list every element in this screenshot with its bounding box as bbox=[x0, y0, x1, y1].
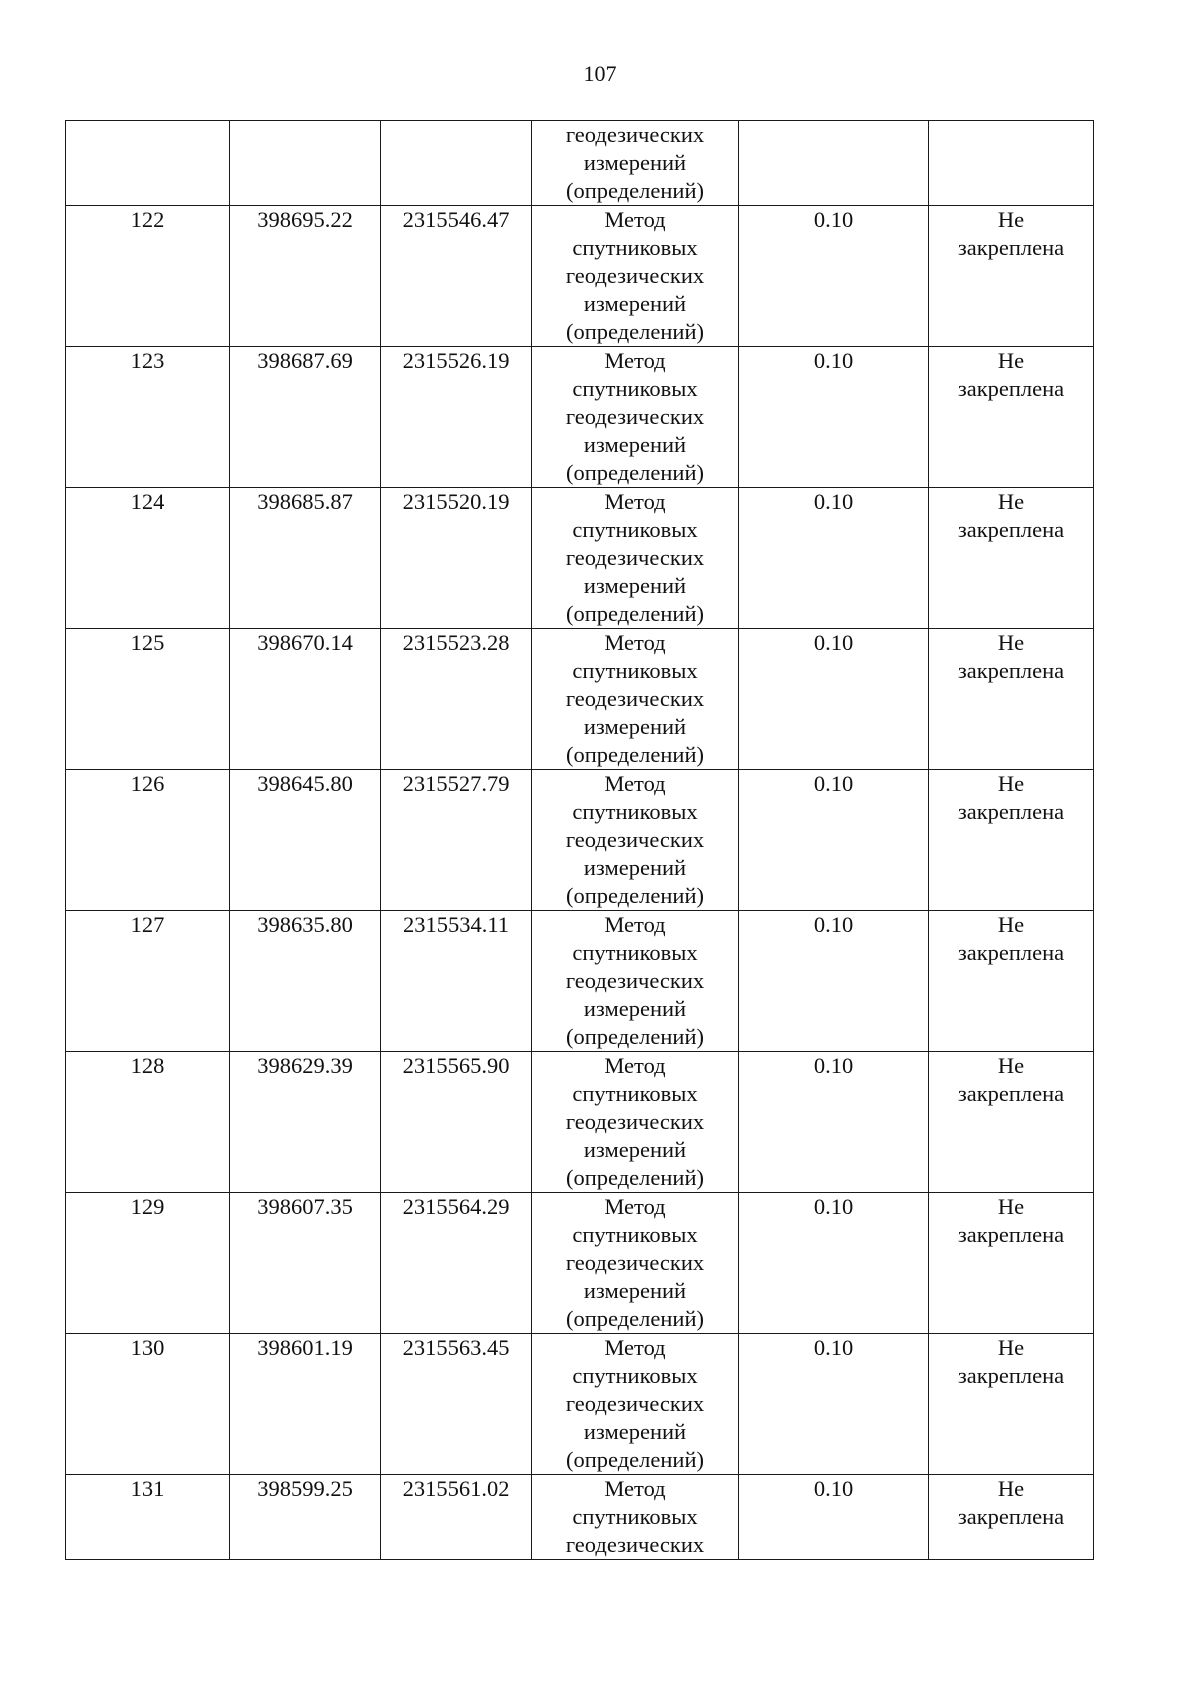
point-cell: 124 bbox=[66, 488, 230, 629]
method-line: геодезических bbox=[565, 827, 705, 852]
method-line: геодезических bbox=[565, 263, 705, 288]
method-line: спутниковых bbox=[572, 940, 698, 965]
y-coordinate-cell: 2315527.79 bbox=[381, 770, 532, 911]
fixation-cell bbox=[929, 1052, 1094, 1193]
fixation-line: Не bbox=[997, 1194, 1025, 1219]
method-line: геодезических bbox=[565, 968, 705, 993]
method-line: Метод bbox=[604, 912, 666, 937]
x-coordinate-cell: 398607.35 bbox=[230, 1193, 381, 1334]
fixation-line: закреплена bbox=[957, 1081, 1065, 1106]
fixation-line: закреплена bbox=[957, 1222, 1065, 1247]
method-line: Метод bbox=[604, 348, 666, 373]
method-line: (определений) bbox=[566, 1447, 704, 1472]
x-coordinate-cell: 398685.87 bbox=[230, 488, 381, 629]
fixation-line: закреплена bbox=[957, 940, 1065, 965]
method-line: (определений) bbox=[566, 319, 704, 344]
fixation-line: Не bbox=[997, 912, 1025, 937]
method-line: Метод bbox=[604, 489, 666, 514]
point-cell bbox=[66, 121, 230, 206]
fixation-line: Не bbox=[997, 207, 1025, 232]
y-coordinate-cell: 2315563.45 bbox=[381, 1334, 532, 1475]
table-row bbox=[66, 347, 1094, 488]
accuracy-cell bbox=[739, 121, 929, 206]
method-line: (определений) bbox=[566, 601, 704, 626]
y-coordinate-cell: 2315520.19 bbox=[381, 488, 532, 629]
accuracy-cell: 0.10 bbox=[739, 1193, 929, 1334]
fixation-line: закреплена bbox=[957, 1504, 1065, 1529]
method-line: геодезических bbox=[565, 1109, 705, 1134]
accuracy-cell: 0.10 bbox=[739, 1334, 929, 1475]
y-coordinate-cell: 2315561.02 bbox=[381, 1475, 532, 1560]
x-coordinate-cell: 398599.25 bbox=[230, 1475, 381, 1560]
method-line: геодезических bbox=[565, 122, 705, 147]
method-line: (определений) bbox=[566, 1165, 704, 1190]
method-cell bbox=[532, 121, 739, 206]
fixation-line: Не bbox=[997, 1335, 1025, 1360]
table-row bbox=[66, 1193, 1094, 1334]
method-line: (определений) bbox=[566, 178, 704, 203]
method-line: геодезических bbox=[565, 686, 705, 711]
point-cell: 126 bbox=[66, 770, 230, 911]
method-line: измерений bbox=[583, 855, 687, 880]
point-cell: 130 bbox=[66, 1334, 230, 1475]
fixation-cell bbox=[929, 629, 1094, 770]
point-cell: 127 bbox=[66, 911, 230, 1052]
table-row bbox=[66, 488, 1094, 629]
method-cell bbox=[532, 911, 739, 1052]
point-cell: 128 bbox=[66, 1052, 230, 1193]
table-row bbox=[66, 911, 1094, 1052]
y-coordinate-cell: 2315523.28 bbox=[381, 629, 532, 770]
accuracy-cell: 0.10 bbox=[739, 1052, 929, 1193]
x-coordinate-cell: 398635.80 bbox=[230, 911, 381, 1052]
method-line: спутниковых bbox=[572, 1222, 698, 1247]
fixation-cell bbox=[929, 1193, 1094, 1334]
table-row bbox=[66, 1475, 1094, 1560]
method-cell bbox=[532, 488, 739, 629]
x-coordinate-cell: 398629.39 bbox=[230, 1052, 381, 1193]
method-line: измерений bbox=[583, 1137, 687, 1162]
method-line: геодезических bbox=[565, 1250, 705, 1275]
method-line: измерений bbox=[583, 1419, 687, 1444]
method-cell bbox=[532, 1052, 739, 1193]
method-line: (определений) bbox=[566, 1024, 704, 1049]
fixation-line: Не bbox=[997, 1476, 1025, 1501]
method-line: (определений) bbox=[566, 883, 704, 908]
x-coordinate-cell: 398670.14 bbox=[230, 629, 381, 770]
fixation-line: Не bbox=[997, 630, 1025, 655]
y-coordinate-cell bbox=[381, 121, 532, 206]
x-coordinate-cell: 398645.80 bbox=[230, 770, 381, 911]
method-line: спутниковых bbox=[572, 658, 698, 683]
method-line: спутниковых bbox=[572, 376, 698, 401]
x-coordinate-cell: 398687.69 bbox=[230, 347, 381, 488]
fixation-cell bbox=[929, 770, 1094, 911]
method-line: геодезических bbox=[565, 1532, 705, 1557]
coordinates-table-body bbox=[66, 121, 1094, 1560]
method-line: спутниковых bbox=[572, 1363, 698, 1388]
fixation-line: закреплена bbox=[957, 235, 1065, 260]
point-cell: 122 bbox=[66, 206, 230, 347]
accuracy-cell: 0.10 bbox=[739, 629, 929, 770]
fixation-cell bbox=[929, 1475, 1094, 1560]
accuracy-cell: 0.10 bbox=[739, 1475, 929, 1560]
x-coordinate-cell: 398695.22 bbox=[230, 206, 381, 347]
method-cell bbox=[532, 1475, 739, 1560]
method-line: спутниковых bbox=[572, 799, 698, 824]
method-line: (определений) bbox=[566, 742, 704, 767]
accuracy-cell: 0.10 bbox=[739, 206, 929, 347]
y-coordinate-cell: 2315534.11 bbox=[381, 911, 532, 1052]
method-line: измерений bbox=[583, 573, 687, 598]
accuracy-cell: 0.10 bbox=[739, 488, 929, 629]
fixation-cell bbox=[929, 347, 1094, 488]
method-line: спутниковых bbox=[572, 235, 698, 260]
method-line: Метод bbox=[604, 1335, 666, 1360]
method-line: Метод bbox=[604, 1053, 666, 1078]
method-line: геодезических bbox=[565, 545, 705, 570]
fixation-line: закреплена bbox=[957, 658, 1065, 683]
method-cell bbox=[532, 1334, 739, 1475]
accuracy-cell: 0.10 bbox=[739, 347, 929, 488]
coordinates-table bbox=[65, 120, 1094, 1560]
y-coordinate-cell: 2315565.90 bbox=[381, 1052, 532, 1193]
method-cell bbox=[532, 206, 739, 347]
x-coordinate-cell bbox=[230, 121, 381, 206]
method-line: Метод bbox=[604, 630, 666, 655]
method-line: измерений bbox=[583, 291, 687, 316]
page-number: 107 bbox=[583, 61, 617, 86]
point-cell: 125 bbox=[66, 629, 230, 770]
point-cell: 131 bbox=[66, 1475, 230, 1560]
y-coordinate-cell: 2315546.47 bbox=[381, 206, 532, 347]
fixation-line: закреплена bbox=[957, 517, 1065, 542]
fixation-cell bbox=[929, 206, 1094, 347]
y-coordinate-cell: 2315526.19 bbox=[381, 347, 532, 488]
table-row-continued bbox=[66, 121, 1094, 206]
method-line: (определений) bbox=[566, 1306, 704, 1331]
fixation-line: закреплена bbox=[957, 376, 1065, 401]
method-line: Метод bbox=[604, 1194, 666, 1219]
method-line: измерений bbox=[583, 996, 687, 1021]
y-coordinate-cell: 2315564.29 bbox=[381, 1193, 532, 1334]
fixation-cell bbox=[929, 1334, 1094, 1475]
fixation-line: Не bbox=[997, 348, 1025, 373]
fixation-cell bbox=[929, 911, 1094, 1052]
method-line: Метод bbox=[604, 207, 666, 232]
method-line: спутниковых bbox=[572, 1081, 698, 1106]
table-row bbox=[66, 770, 1094, 911]
fixation-line: закреплена bbox=[957, 799, 1065, 824]
point-cell: 123 bbox=[66, 347, 230, 488]
method-line: спутниковых bbox=[572, 1504, 698, 1529]
point-cell: 129 bbox=[66, 1193, 230, 1334]
method-cell bbox=[532, 629, 739, 770]
fixation-line: закреплена bbox=[957, 1363, 1065, 1388]
x-coordinate-cell: 398601.19 bbox=[230, 1334, 381, 1475]
method-cell bbox=[532, 1193, 739, 1334]
method-line: спутниковых bbox=[572, 517, 698, 542]
method-cell bbox=[532, 347, 739, 488]
table-row bbox=[66, 1334, 1094, 1475]
fixation-cell bbox=[929, 121, 1094, 206]
fixation-cell bbox=[929, 488, 1094, 629]
method-line: измерений bbox=[583, 432, 687, 457]
table-row bbox=[66, 206, 1094, 347]
accuracy-cell: 0.10 bbox=[739, 770, 929, 911]
method-line: Метод bbox=[604, 771, 666, 796]
method-line: (определений) bbox=[566, 460, 704, 485]
table-row bbox=[66, 1052, 1094, 1193]
method-line: измерений bbox=[583, 1278, 687, 1303]
method-line: измерений bbox=[583, 150, 687, 175]
fixation-line: Не bbox=[997, 771, 1025, 796]
method-line: геодезических bbox=[565, 404, 705, 429]
table-row bbox=[66, 629, 1094, 770]
method-line: геодезических bbox=[565, 1391, 705, 1416]
method-line: Метод bbox=[604, 1476, 666, 1501]
fixation-line: Не bbox=[997, 489, 1025, 514]
accuracy-cell: 0.10 bbox=[739, 911, 929, 1052]
method-cell bbox=[532, 770, 739, 911]
fixation-line: Не bbox=[997, 1053, 1025, 1078]
method-line: измерений bbox=[583, 714, 687, 739]
